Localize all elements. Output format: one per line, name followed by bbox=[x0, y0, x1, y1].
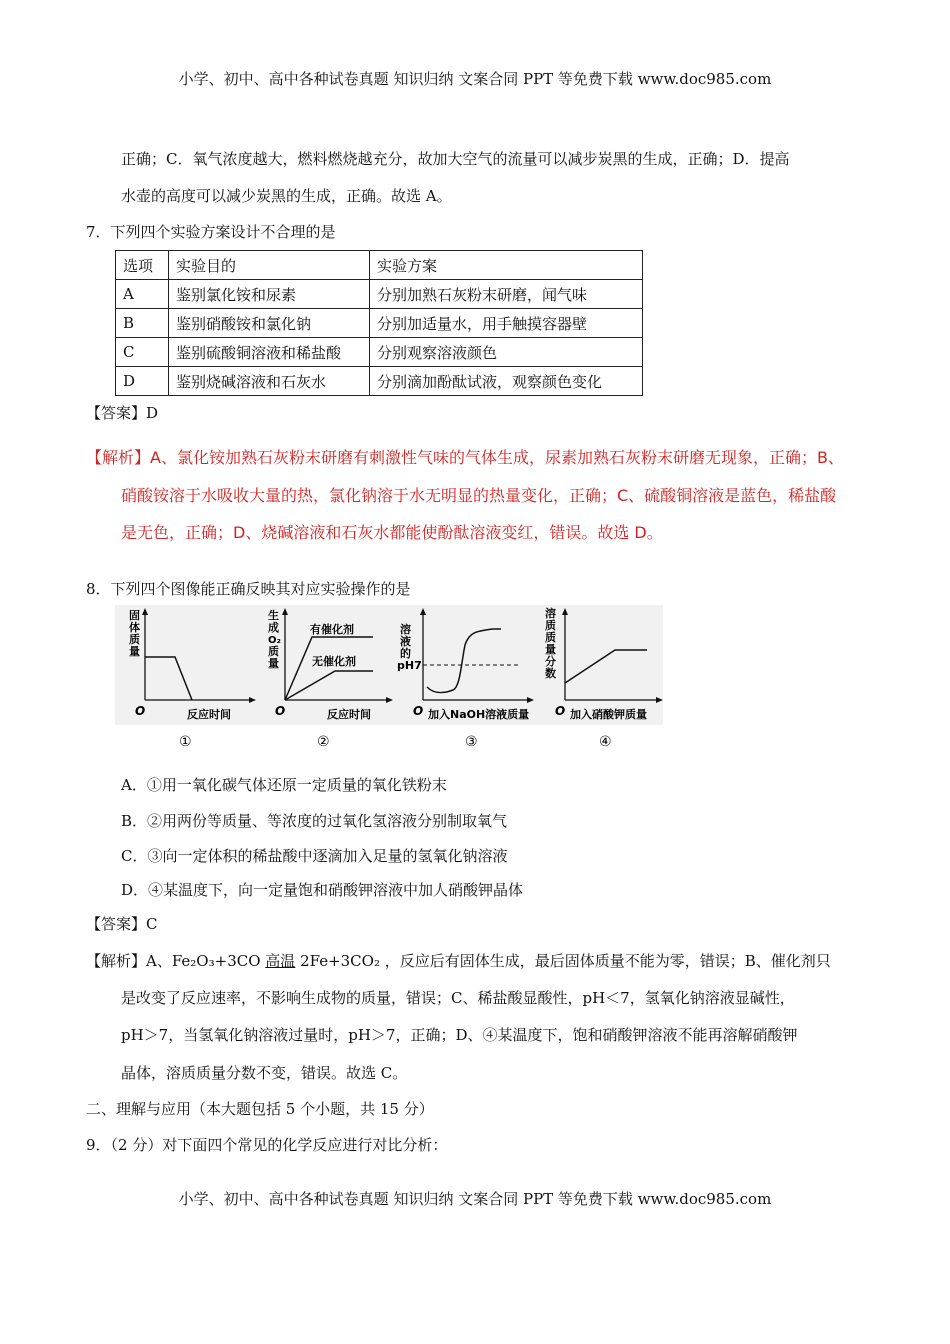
graph-3-xlabel: 加入NaOH溶液质量 bbox=[428, 708, 530, 721]
table-row bbox=[116, 309, 643, 338]
graph-3-ylabel-1: 液 bbox=[400, 635, 411, 648]
q8-option-d: D．④某温度下，向一定量饱和硝酸钾溶液中加人硝酸钾晶体 bbox=[121, 881, 524, 899]
q7-analysis-line-2: 硝酸铵溶于水吸收大量的热，氯化钠溶于水无明显的热量变化，正确；C、硫酸铜溶液是蓝色，稀盐酸 bbox=[121, 486, 837, 505]
graph-4-ylabel-0: 溶 bbox=[545, 607, 556, 620]
page-header: 小学、初中、高中各种试卷真题 知识归纳 文案合同 PPT 等免费下载 www.doc985.com bbox=[178, 70, 772, 88]
table-cell: 鉴别硝酸铵和氯化钠 bbox=[169, 309, 370, 338]
graph-2-no-catalyst-label: 无催化剂 bbox=[312, 655, 356, 668]
table-cell: 分别加熟石灰粉末研磨，闻气味 bbox=[370, 280, 643, 309]
graph-2-number: ② bbox=[317, 734, 330, 750]
q8-analysis-line-3: pH＞7，当氢氧化钠溶液过量时，pH＞7，正确；D、④某温度下，饱和硝酸钾溶液不能再溶解硝酸钾 bbox=[121, 1026, 798, 1044]
q9-stem: 9．（2 分）对下面四个常见的化学反应进行对比分析： bbox=[86, 1136, 448, 1154]
graph-4-ylabel-1: 质 bbox=[545, 619, 556, 632]
graph-3-number: ③ bbox=[465, 734, 478, 750]
q8-option-b: B．②用两份等质量、等浓度的过氧化氢溶液分别制取氧气 bbox=[121, 812, 508, 830]
table-header-cell: 选项 bbox=[116, 251, 169, 280]
graph-3-ph-label: pH7 bbox=[397, 659, 422, 672]
table-header-cell: 实验方案 bbox=[370, 251, 643, 280]
graph-1-origin: O bbox=[135, 704, 146, 718]
graph-4-ylabel-2: 质 bbox=[545, 631, 556, 644]
graph-2-ylabel-2: O₂ bbox=[268, 635, 281, 646]
q7-table bbox=[115, 250, 643, 396]
q8-option-c: C．③向一定体积的稀盐酸中逐滴加入足量的氢氧化钠溶液 bbox=[121, 847, 508, 865]
graph-1-number: ① bbox=[179, 734, 192, 750]
graph-3-ylabel-0: 溶 bbox=[400, 623, 411, 636]
graph-4-xlabel: 加入硝酸钾质量 bbox=[570, 708, 647, 721]
graph-4-number: ④ bbox=[599, 734, 612, 750]
analysis-lead: 【解析】A、Fe₂O₃+3CO bbox=[86, 952, 266, 970]
q8-answer: 【答案】C bbox=[86, 915, 158, 933]
table-row bbox=[116, 338, 643, 367]
q8-graphs bbox=[115, 605, 675, 755]
graph-2-ylabel-1: 成 bbox=[268, 621, 279, 634]
table-cell: B bbox=[116, 309, 169, 338]
q7-stem: 7．下列四个实验方案设计不合理的是 bbox=[86, 223, 336, 241]
graph-1-xlabel: 反应时间 bbox=[187, 708, 231, 721]
graph-4-ylabel-3: 量 bbox=[545, 643, 556, 656]
table-cell: 鉴别硫酸铜溶液和稀盐酸 bbox=[169, 338, 370, 367]
prev-text-line-2: 水壶的高度可以减少炭黑的生成，正确。故选 A。 bbox=[121, 187, 452, 205]
section-2-heading: 二、理解与应用（本大题包括 5 个小题，共 15 分） bbox=[86, 1100, 434, 1118]
graph-4-ylabel-4: 分 bbox=[545, 655, 556, 668]
graph-2-catalyst-label: 有催化剂 bbox=[310, 623, 354, 636]
table-cell: C bbox=[116, 338, 169, 367]
table-cell: 分别加适量水，用手触摸容器壁 bbox=[370, 309, 643, 338]
table-row bbox=[116, 367, 643, 396]
analysis-rest: 2Fe+3CO₂ ，反应后有固体生成，最后固体质量不能为零，错误；B、催化剂只 bbox=[295, 952, 831, 970]
graph-1-ylabel-1: 体 bbox=[129, 621, 140, 634]
graph-2-xlabel: 反应时间 bbox=[327, 708, 371, 721]
reaction-condition: 高温 bbox=[265, 952, 296, 970]
table-cell: D bbox=[116, 367, 169, 396]
q8-analysis-line-2: 是改变了反应速率，不影响生成物的质量，错误；C、稀盐酸显酸性，pH＜7，氢氧化钠溶液显碱性， bbox=[121, 989, 795, 1007]
q7-analysis-line-3: 是无色，正确；D、烧碱溶液和石灰水都能使酚酞溶液变红，错误。故选 D。 bbox=[121, 523, 663, 542]
q8-analysis-line-4: 晶体，溶质质量分数不变，错误。故选 C。 bbox=[121, 1064, 408, 1082]
table-cell: 分别滴加酚酞试液，观察颜色变化 bbox=[370, 367, 643, 396]
table-cell: A bbox=[116, 280, 169, 309]
table-header-row bbox=[116, 251, 643, 280]
graph-3-origin: O bbox=[413, 704, 424, 718]
graph-1-ylabel-2: 质 bbox=[129, 633, 140, 646]
q8-option-a: A．①用一氧化碳气体还原一定质量的氧化铁粉末 bbox=[121, 776, 447, 794]
graph-3-ylabel-2: 的 bbox=[400, 647, 411, 660]
table-cell: 分别观察溶液颜色 bbox=[370, 338, 643, 367]
q8-analysis-line-1 bbox=[86, 950, 831, 971]
graph-4-origin: O bbox=[555, 704, 566, 718]
graph-2-ylabel-3: 质 bbox=[268, 645, 279, 658]
table-row bbox=[116, 280, 643, 309]
graph-1-ylabel-3: 量 bbox=[129, 645, 140, 658]
table-cell: 鉴别烧碱溶液和石灰水 bbox=[169, 367, 370, 396]
graph-4-ylabel-5: 数 bbox=[545, 667, 556, 680]
q7-answer: 【答案】D bbox=[86, 404, 159, 422]
graph-1-ylabel-0: 固 bbox=[129, 609, 140, 622]
page-footer: 小学、初中、高中各种试卷真题 知识归纳 文案合同 PPT 等免费下载 www.doc985.com bbox=[178, 1190, 772, 1208]
prev-text-line-1: 正确；C．氧气浓度越大，燃料燃烧越充分，故加大空气的流量可以减步炭黑的生成，正确；D．提高 bbox=[121, 150, 790, 168]
q7-analysis-line-1: 【解析】A、氯化铵加熟石灰粉末研磨有刺激性气味的气体生成，尿素加熟石灰粉末研磨无现象，正确；B、 bbox=[86, 448, 844, 467]
graph-2-ylabel-4: 量 bbox=[268, 657, 279, 670]
table-header-cell: 实验目的 bbox=[169, 251, 370, 280]
graph-2-origin: O bbox=[275, 704, 286, 718]
graph-2-ylabel-0: 生 bbox=[268, 609, 279, 622]
q8-stem: 8．下列四个图像能正确反映其对应实验操作的是 bbox=[86, 580, 411, 598]
table-cell: 鉴别氯化铵和尿素 bbox=[169, 280, 370, 309]
graphs-background bbox=[115, 605, 663, 725]
